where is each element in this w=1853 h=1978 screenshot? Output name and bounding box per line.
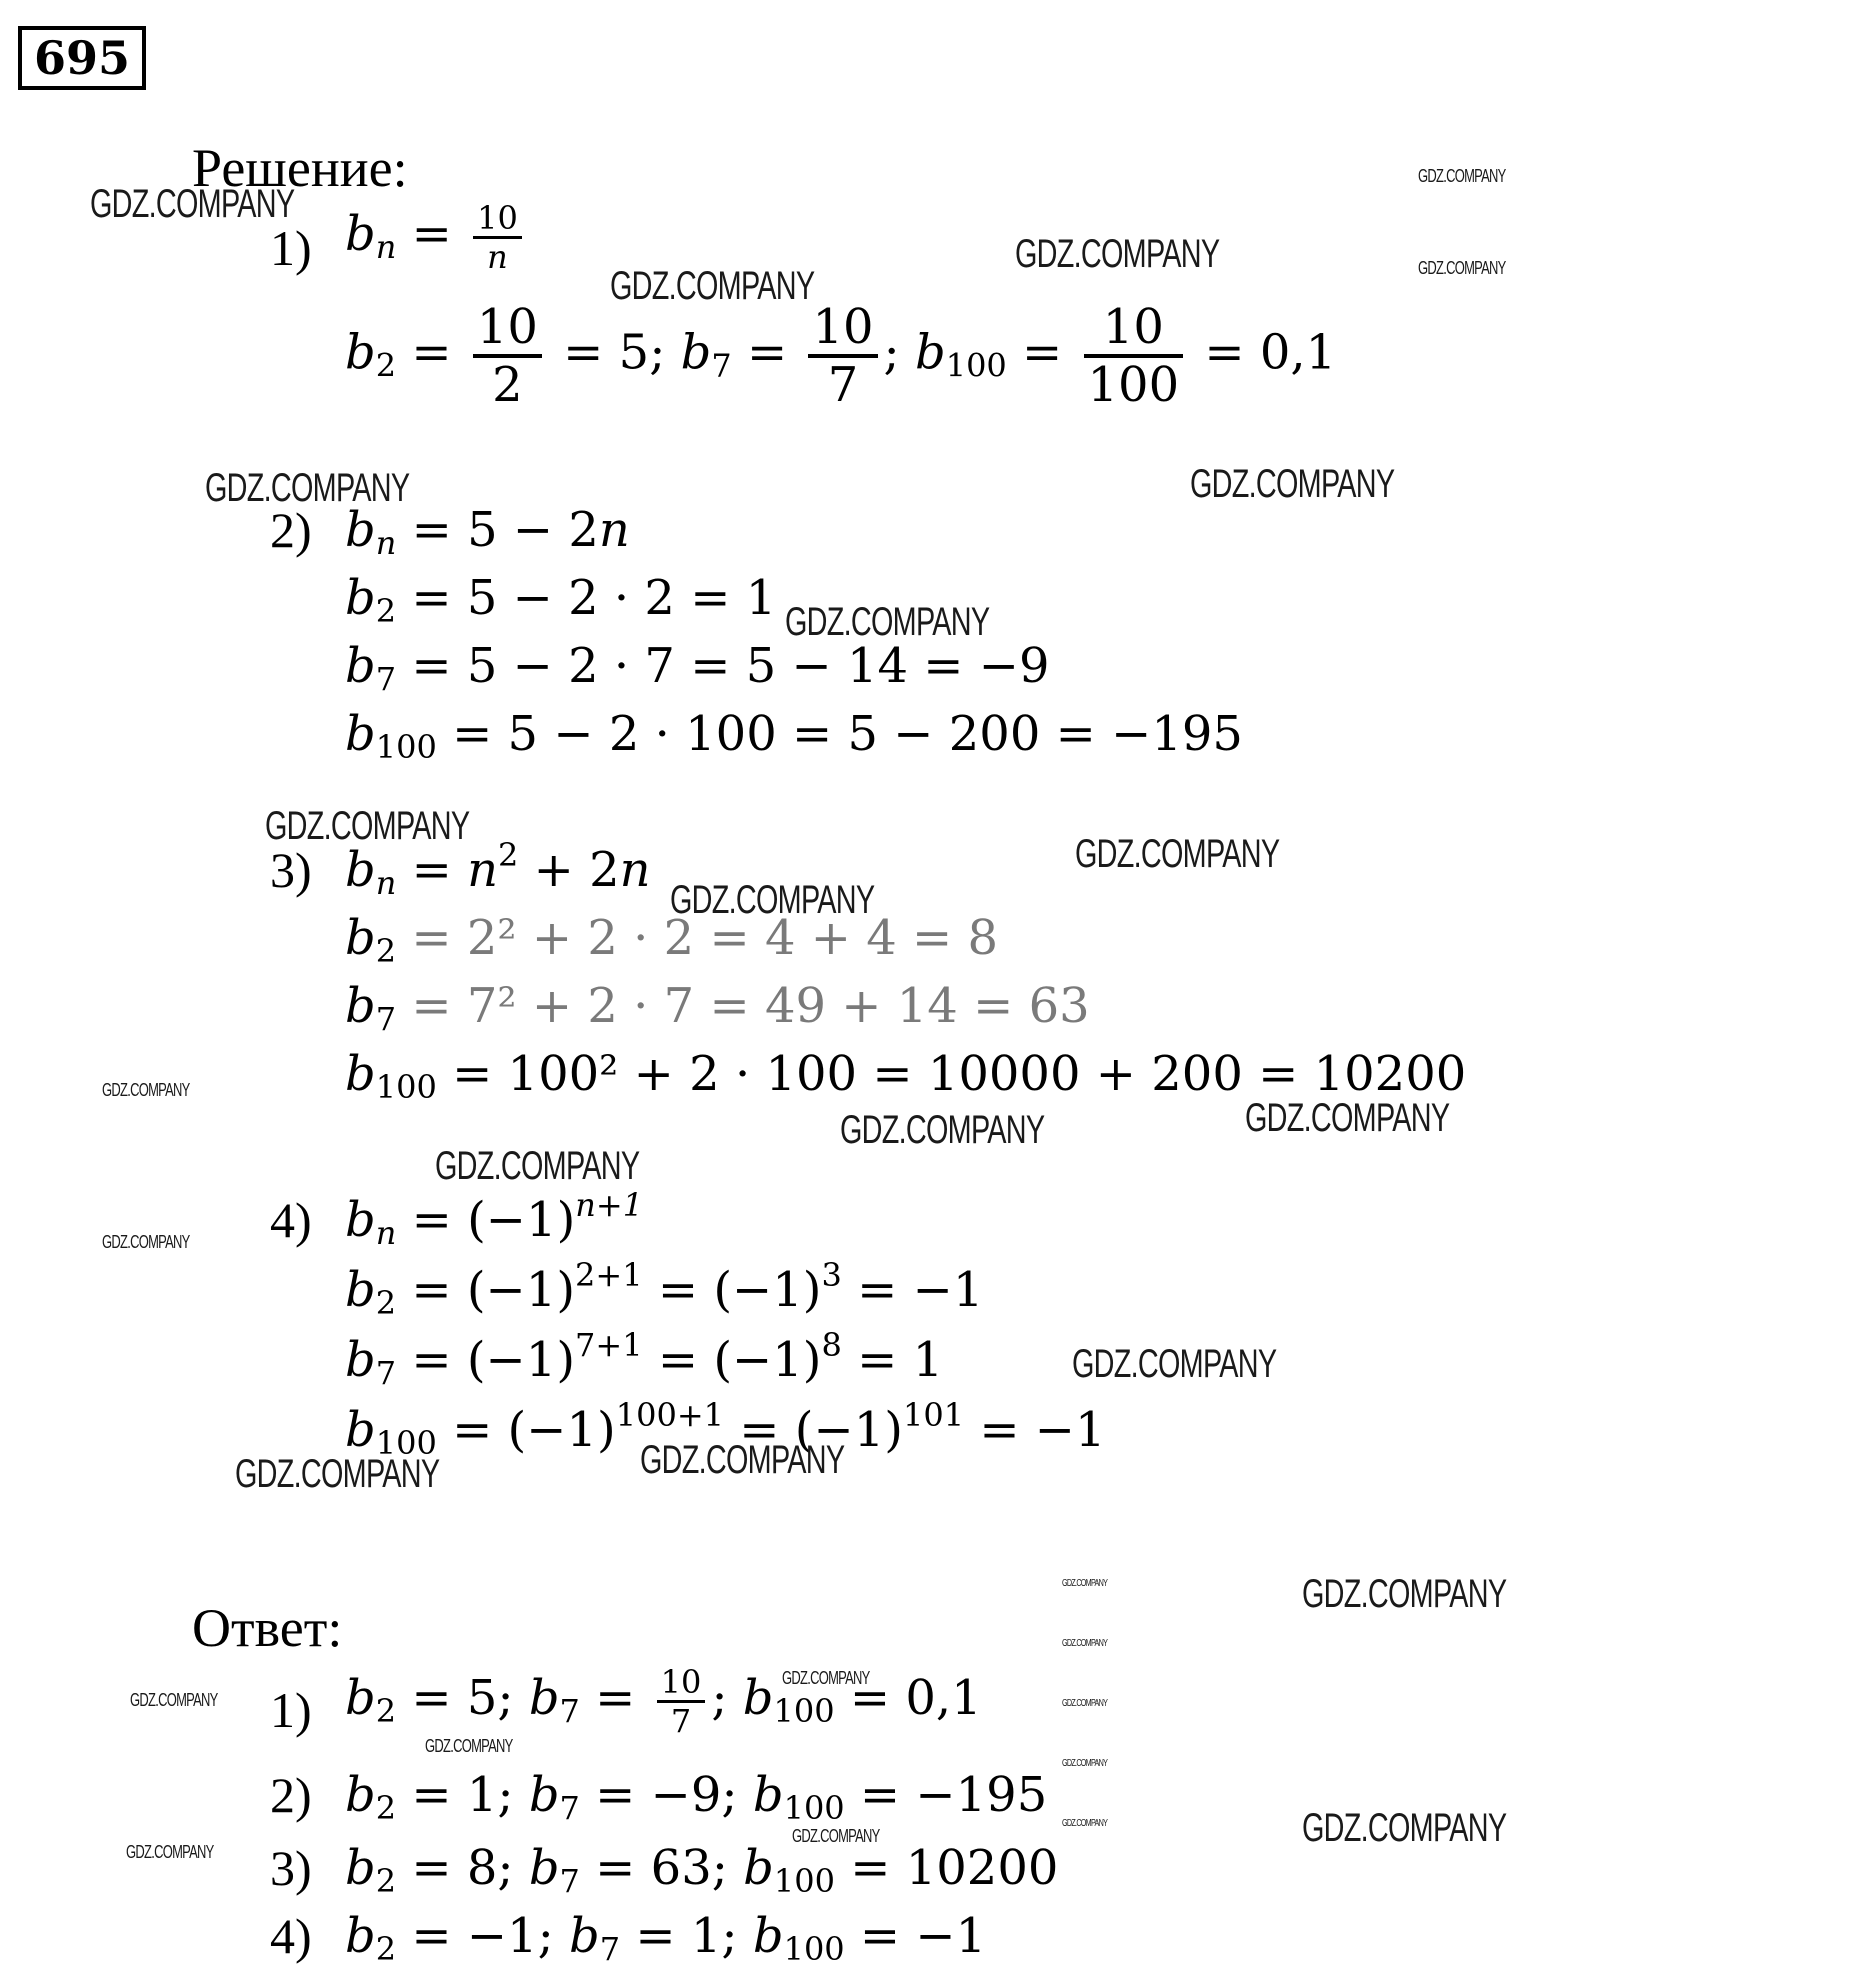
solution-heading: Решение: bbox=[192, 138, 408, 198]
answer1-label: 1) bbox=[270, 1682, 312, 1738]
part2-formula: $b_n = 5 - 2n$ bbox=[345, 502, 630, 562]
answer-heading: Ответ: bbox=[192, 1598, 343, 1658]
watermark: GDZ.COMPANY bbox=[1418, 258, 1506, 278]
watermark: GDZ.COMPANY bbox=[102, 1080, 190, 1100]
part3-b100: $b_{100} = 100^2 + 2 \cdot 100 = 10000 + 200 = 10200$ bbox=[345, 1046, 1467, 1106]
watermark: GDZ.COMPANY bbox=[205, 466, 410, 510]
answer2-label: 2) bbox=[270, 1767, 312, 1823]
watermark: GDZ.COMPANY bbox=[130, 1690, 218, 1710]
watermark: GDZ.COMPANY bbox=[1190, 462, 1395, 506]
watermark: GDZ.COMPANY bbox=[1062, 1638, 1108, 1649]
watermark: GDZ.COMPANY bbox=[785, 600, 990, 644]
part1-fraction: $\frac{10}{n}$ bbox=[473, 200, 522, 275]
watermark: GDZ.COMPANY bbox=[102, 1232, 190, 1252]
watermark: GDZ.COMPANY bbox=[435, 1144, 640, 1188]
watermark: GDZ.COMPANY bbox=[782, 1668, 870, 1688]
part2-b7: $b_7 = 5 - 2 \cdot 7 = 5 - 14 = -9$ bbox=[345, 638, 1050, 698]
watermark: GDZ.COMPANY bbox=[126, 1842, 214, 1862]
watermark: GDZ.COMPANY bbox=[1062, 1818, 1108, 1829]
part2-b2: $b_2 = 5 - 2 \cdot 2 = 1$ bbox=[345, 570, 777, 630]
watermark: GDZ.COMPANY bbox=[265, 804, 470, 848]
part1-formula: $b_n$ = $\frac{10}{n}$ bbox=[345, 200, 528, 275]
part3-label: 3) bbox=[270, 842, 312, 898]
watermark: GDZ.COMPANY bbox=[1075, 832, 1280, 876]
part2-label: 2) bbox=[270, 502, 312, 558]
part3-b7: $b_7 = 7^2 + 2 \cdot 7 = 49 + 14 = 63$ bbox=[345, 978, 1090, 1038]
watermark: GDZ.COMPANY bbox=[1245, 1096, 1450, 1140]
answer4-label: 4) bbox=[270, 1908, 312, 1964]
watermark: GDZ.COMPANY bbox=[1062, 1578, 1108, 1589]
watermark: GDZ.COMPANY bbox=[425, 1736, 513, 1756]
watermark: GDZ.COMPANY bbox=[1015, 232, 1220, 276]
watermark: GDZ.COMPANY bbox=[1302, 1572, 1507, 1616]
answer2: $b_2 = 1$; $b_7 = -9$; $b_{100} = -195$ bbox=[345, 1767, 1048, 1827]
watermark: GDZ.COMPANY bbox=[640, 1438, 845, 1482]
answer1: $b_2 = 5$; $b_7$ = $\frac{10}{7}$ ; $b_{100} = 0,1$ bbox=[345, 1663, 982, 1740]
answer3-label: 3) bbox=[270, 1840, 312, 1896]
part3-formula: $b_n = n^2 + 2n$ bbox=[345, 836, 651, 902]
part3-b2: $b_2 = 2^2 + 2 \cdot 2 = 4 + 4 = 8$ bbox=[345, 910, 999, 970]
part2-b100: $b_{100} = 5 - 2 \cdot 100 = 5 - 200 = -195$ bbox=[345, 706, 1243, 766]
watermark: GDZ.COMPANY bbox=[1072, 1342, 1277, 1386]
part4-formula: $b_n = (-1)^{n+1}$ bbox=[345, 1186, 644, 1252]
part4-b100: $b_{100} = (-1)^{100+1} = (-1)^{101} = -1$ bbox=[345, 1396, 1106, 1462]
part4-label: 4) bbox=[270, 1192, 312, 1248]
watermark: GDZ.COMPANY bbox=[90, 182, 295, 226]
watermark: GDZ.COMPANY bbox=[1062, 1698, 1108, 1709]
watermark: GDZ.COMPANY bbox=[792, 1826, 880, 1846]
watermark: GDZ.COMPANY bbox=[235, 1452, 440, 1496]
answer3: $b_2 = 8$; $b_7 = 63$; $b_{100} = 10200$ bbox=[345, 1840, 1059, 1900]
watermark: GDZ.COMPANY bbox=[1418, 166, 1506, 186]
watermark: GDZ.COMPANY bbox=[1062, 1758, 1108, 1769]
part1-values: $b_2$ = $\frac{10}{2}$ = 5; $b_7$ = $\frac{10}{7}$ ; $b_{100}$ = $\frac{10}{100}$ = 0,1 bbox=[345, 299, 1337, 413]
part4-b2: $b_2 = (-1)^{2+1} = (-1)^3 = -1$ bbox=[345, 1256, 984, 1322]
watermark: GDZ.COMPANY bbox=[610, 264, 815, 308]
answer4: $b_2 = -1$; $b_7 = 1$; $b_{100} = -1$ bbox=[345, 1908, 987, 1968]
part1-label: 1) bbox=[270, 220, 312, 276]
watermark: GDZ.COMPANY bbox=[1302, 1806, 1507, 1850]
watermark: GDZ.COMPANY bbox=[670, 878, 875, 922]
part4-b7: $b_7 = (-1)^{7+1} = (-1)^8 = 1$ bbox=[345, 1326, 944, 1392]
problem-number: 695 bbox=[18, 26, 146, 90]
watermark: GDZ.COMPANY bbox=[840, 1108, 1045, 1152]
